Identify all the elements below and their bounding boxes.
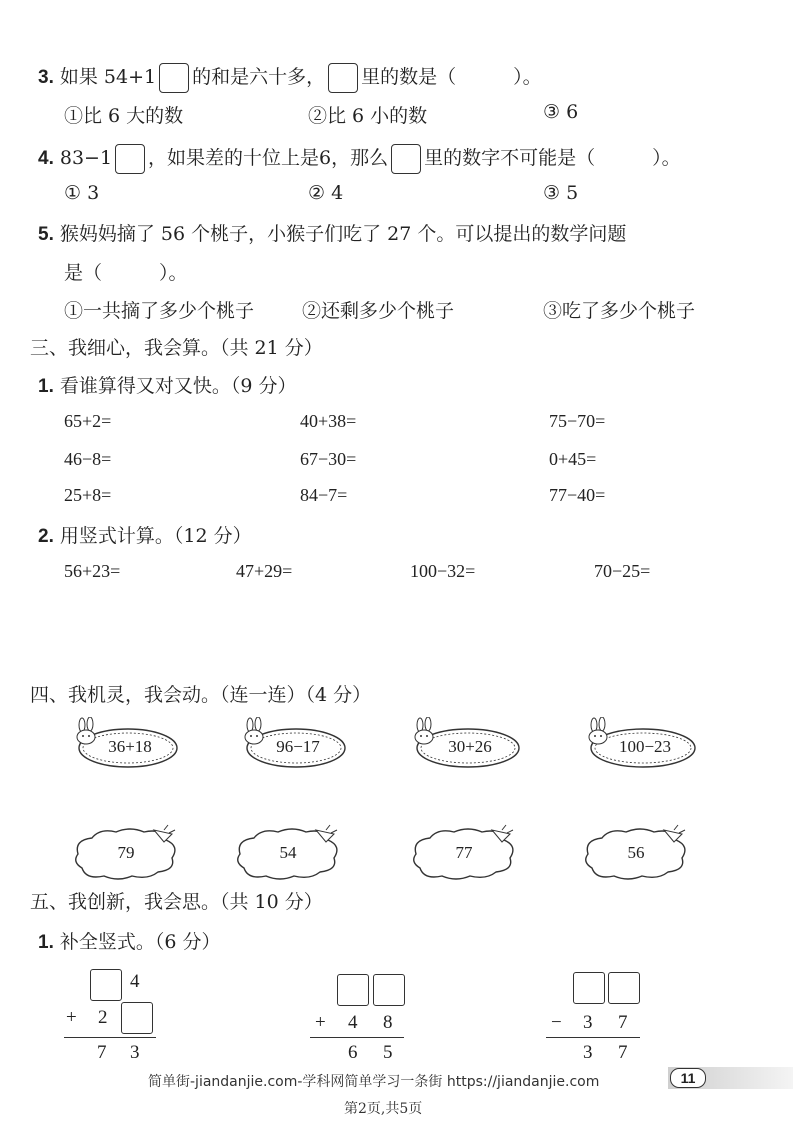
expression-oval[interactable] [410, 717, 522, 773]
operator: − [551, 1012, 562, 1033]
question-text: 看谁算得又对又快。（9 分） [59, 375, 297, 397]
oral-calc: 46−8= [64, 449, 112, 469]
answer-box[interactable] [115, 144, 145, 174]
section-5-title: 五、我创新，我会思。（共 10 分） [30, 891, 323, 913]
page-number: 11 [670, 1068, 706, 1088]
vertical-calc: 47+29= [236, 561, 293, 581]
option-b: ②比 6 小的数 [308, 105, 428, 127]
expression-oval[interactable] [72, 717, 180, 773]
oral-calc: 75−70= [549, 411, 606, 431]
expression-oval[interactable] [584, 717, 698, 773]
difference-line [546, 1037, 640, 1038]
expression-label: 100−23 [618, 737, 672, 756]
digit: 3 [583, 1042, 593, 1063]
blank-digit-box[interactable] [121, 1002, 153, 1034]
digit: 6 [348, 1042, 358, 1063]
digit: 5 [383, 1042, 393, 1063]
question-4 [38, 143, 681, 174]
oral-calc: 65+2= [64, 411, 112, 431]
blank-digit-box[interactable] [337, 974, 369, 1006]
blank-digit-box[interactable] [573, 972, 605, 1004]
page-info: 第2页,共5页 [344, 1101, 423, 1117]
question-number: 2. [38, 526, 54, 547]
question-text: ，如果差的十位上是6，那么 [148, 147, 389, 169]
digit: 4 [130, 971, 140, 992]
sum-line [64, 1037, 156, 1038]
blank-digit-box[interactable] [608, 972, 640, 1004]
digit: 7 [618, 1012, 628, 1033]
vertical-calc: 100−32= [410, 561, 476, 581]
expression-label: 36+18 [108, 737, 152, 756]
oral-calc: 77−40= [549, 485, 606, 505]
section-5-q1 [38, 927, 221, 954]
operator: + [66, 1007, 77, 1028]
answer-label: 77 [455, 843, 473, 862]
answer-box[interactable] [159, 63, 189, 93]
option-a: ①一共摘了多少个桃子 [64, 300, 255, 322]
answer-box[interactable] [391, 144, 421, 174]
digit: 8 [383, 1012, 393, 1033]
question-number: 4. [38, 148, 54, 169]
question-number: 3. [38, 67, 54, 88]
digit: 4 [348, 1012, 358, 1033]
question-text: 的和是六十多， [192, 66, 326, 88]
expression-label: 96−17 [276, 737, 320, 756]
section-3-q2 [38, 521, 252, 548]
question-text: 83−1 [59, 147, 113, 169]
answer-box[interactable] [328, 63, 358, 93]
option-a: ① 3 [64, 182, 100, 204]
option-b: ② 4 [308, 182, 344, 204]
digit: 2 [98, 1007, 108, 1028]
question-text: 如果 54+1 [59, 66, 157, 88]
section-4-title: 四、我机灵，我会动。（连一连）（4 分） [30, 684, 372, 706]
blank-digit-box[interactable] [373, 974, 405, 1006]
watermark-text: 简单街-jiandanjie.com-学科网简单学习一条街 https://jiandanjie.com [148, 1074, 600, 1090]
answer-label: 54 [279, 843, 297, 862]
expression-label: 30+26 [448, 737, 492, 756]
oral-calc: 25+8= [64, 485, 112, 505]
question-number: 5. [38, 224, 54, 245]
option-b: ②还剩多少个桃子 [302, 300, 455, 322]
option-c: ③ 6 [543, 101, 579, 123]
vertical-calc: 70−25= [594, 561, 651, 581]
answer-label: 56 [627, 843, 645, 862]
vertical-calc: 56+23= [64, 561, 121, 581]
oral-calc: 0+45= [549, 449, 597, 469]
question-3 [38, 62, 542, 93]
digit: 3 [130, 1042, 140, 1063]
digit: 3 [583, 1012, 593, 1033]
question-text: 是（ ）。 [64, 262, 188, 284]
question-text: 补全竖式。（6 分） [59, 931, 221, 953]
question-5 [38, 219, 626, 246]
option-c: ③吃了多少个桃子 [543, 300, 696, 322]
operator: + [315, 1012, 326, 1033]
answer-cloud[interactable] [70, 824, 182, 880]
oral-calc: 84−7= [300, 485, 348, 505]
answer-cloud[interactable] [408, 824, 520, 880]
question-number: 1. [38, 376, 54, 397]
oral-calc: 67−30= [300, 449, 357, 469]
question-text: 用竖式计算。（12 分） [59, 525, 252, 547]
question-text: 里的数字不可能是（ ）。 [424, 147, 681, 169]
section-3-title: 三、我细心，我会算。（共 21 分） [30, 337, 323, 359]
blank-digit-box[interactable] [90, 969, 122, 1001]
digit: 7 [97, 1042, 107, 1063]
section-3-q1 [38, 371, 297, 398]
answer-label: 79 [117, 843, 135, 862]
option-a: ①比 6 大的数 [64, 105, 184, 127]
answer-cloud[interactable] [232, 824, 344, 880]
digit: 7 [618, 1042, 628, 1063]
answer-cloud[interactable] [580, 824, 692, 880]
question-number: 1. [38, 932, 54, 953]
question-text: 猴妈妈摘了 56 个桃子，小猴子们吃了 27 个。可以提出的数学问题 [59, 223, 627, 245]
sum-line [310, 1037, 404, 1038]
oral-calc: 40+38= [300, 411, 357, 431]
question-text: 里的数是（ ）。 [361, 66, 542, 88]
option-c: ③ 5 [543, 182, 579, 204]
expression-oval[interactable] [240, 717, 348, 773]
